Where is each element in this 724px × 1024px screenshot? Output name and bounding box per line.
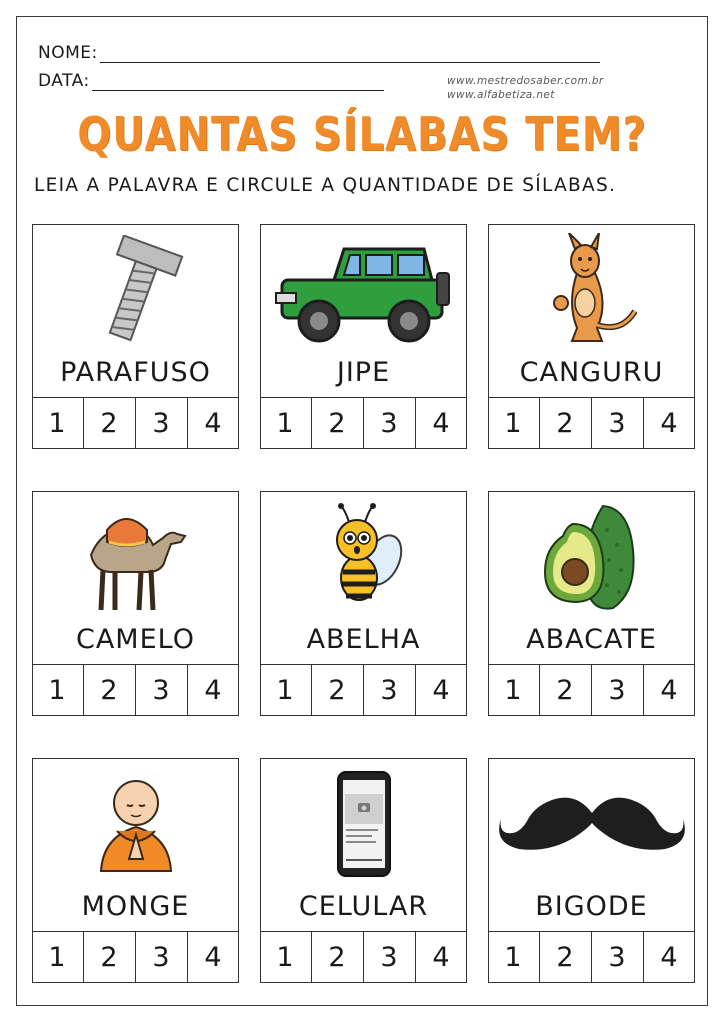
name-line[interactable] [100, 48, 600, 63]
syllable-options [488, 397, 695, 449]
card-monge [32, 758, 239, 983]
word-label: PARAFUSO [60, 357, 211, 388]
option-3[interactable]: 3 [364, 932, 416, 983]
option-2[interactable]: 2 [312, 398, 364, 449]
name-field[interactable] [38, 43, 600, 63]
option-1[interactable]: 1 [32, 665, 84, 716]
option-2[interactable]: 2 [84, 398, 136, 449]
card-camelo [32, 491, 239, 716]
option-1[interactable]: 1 [488, 665, 540, 716]
syllable-options [260, 664, 467, 716]
option-2[interactable]: 2 [312, 665, 364, 716]
option-4[interactable]: 4 [204, 942, 222, 973]
syllable-options [260, 931, 467, 983]
date-field[interactable] [38, 71, 384, 91]
option-3[interactable]: 3 [136, 398, 188, 449]
option-3[interactable]: 3 [136, 932, 188, 983]
credits [447, 74, 604, 102]
mustache-icon [489, 759, 694, 889]
option-4[interactable]: 4 [432, 408, 450, 439]
option-1[interactable]: 1 [32, 398, 84, 449]
date-line[interactable] [92, 76, 384, 91]
option-2[interactable]: 2 [84, 665, 136, 716]
word-label: CAMELO [75, 624, 195, 655]
card-bigode [488, 758, 695, 983]
camel-icon [33, 492, 238, 622]
option-4[interactable]: 4 [432, 942, 450, 973]
syllable-options [260, 397, 467, 449]
card-abelha [260, 491, 467, 716]
card-canguru [488, 224, 695, 449]
card-abacate [488, 491, 695, 716]
card-parafuso [32, 224, 239, 449]
monk-icon [33, 759, 238, 889]
option-3[interactable]: 3 [592, 665, 644, 716]
date-label: DATA: [38, 71, 90, 91]
jeep-icon [261, 225, 466, 355]
word-label: JIPE [336, 357, 391, 388]
option-4[interactable]: 4 [432, 675, 450, 706]
word-label: CANGURU [519, 357, 664, 388]
option-2[interactable]: 2 [312, 932, 364, 983]
option-2[interactable]: 2 [540, 665, 592, 716]
word-label: ABELHA [306, 624, 421, 655]
syllable-options [32, 664, 239, 716]
syllable-options [32, 397, 239, 449]
word-label: CELULAR [298, 891, 429, 922]
option-4[interactable]: 4 [660, 942, 678, 973]
syllable-options [488, 931, 695, 983]
avocado-icon [489, 492, 694, 622]
name-label: NOME: [38, 43, 98, 63]
cellphone-icon [261, 759, 466, 889]
option-1[interactable]: 1 [260, 932, 312, 983]
word-label: BIGODE [535, 891, 648, 922]
page-title: QUANTAS SÍLABAS TEM? [77, 108, 647, 162]
option-1[interactable]: 1 [32, 932, 84, 983]
option-3[interactable]: 3 [592, 398, 644, 449]
option-1[interactable]: 1 [488, 932, 540, 983]
card-jipe [260, 224, 467, 449]
word-label: MONGE [81, 891, 190, 922]
kangaroo-icon [489, 225, 694, 355]
syllable-options [488, 664, 695, 716]
option-3[interactable]: 3 [136, 665, 188, 716]
option-2[interactable]: 2 [540, 932, 592, 983]
option-4[interactable]: 4 [660, 675, 678, 706]
option-2[interactable]: 2 [540, 398, 592, 449]
instruction-text: LEIA A PALAVRA E CIRCULE A QUANTIDADE DE SÍLABAS. [34, 175, 617, 196]
bee-icon [261, 492, 466, 622]
credit-line-2: www.alfabetiza.net [447, 89, 555, 101]
screw-icon [33, 225, 238, 355]
option-1[interactable]: 1 [488, 398, 540, 449]
option-4[interactable]: 4 [204, 408, 222, 439]
option-3[interactable]: 3 [592, 932, 644, 983]
option-2[interactable]: 2 [84, 932, 136, 983]
syllable-options [32, 931, 239, 983]
option-3[interactable]: 3 [364, 398, 416, 449]
option-3[interactable]: 3 [364, 665, 416, 716]
word-label: ABACATE [526, 624, 657, 655]
option-4[interactable]: 4 [204, 675, 222, 706]
option-1[interactable]: 1 [260, 665, 312, 716]
option-1[interactable]: 1 [260, 398, 312, 449]
option-4[interactable]: 4 [660, 408, 678, 439]
card-celular [260, 758, 467, 983]
credit-line-1: www.mestredosaber.com.br [447, 75, 604, 87]
